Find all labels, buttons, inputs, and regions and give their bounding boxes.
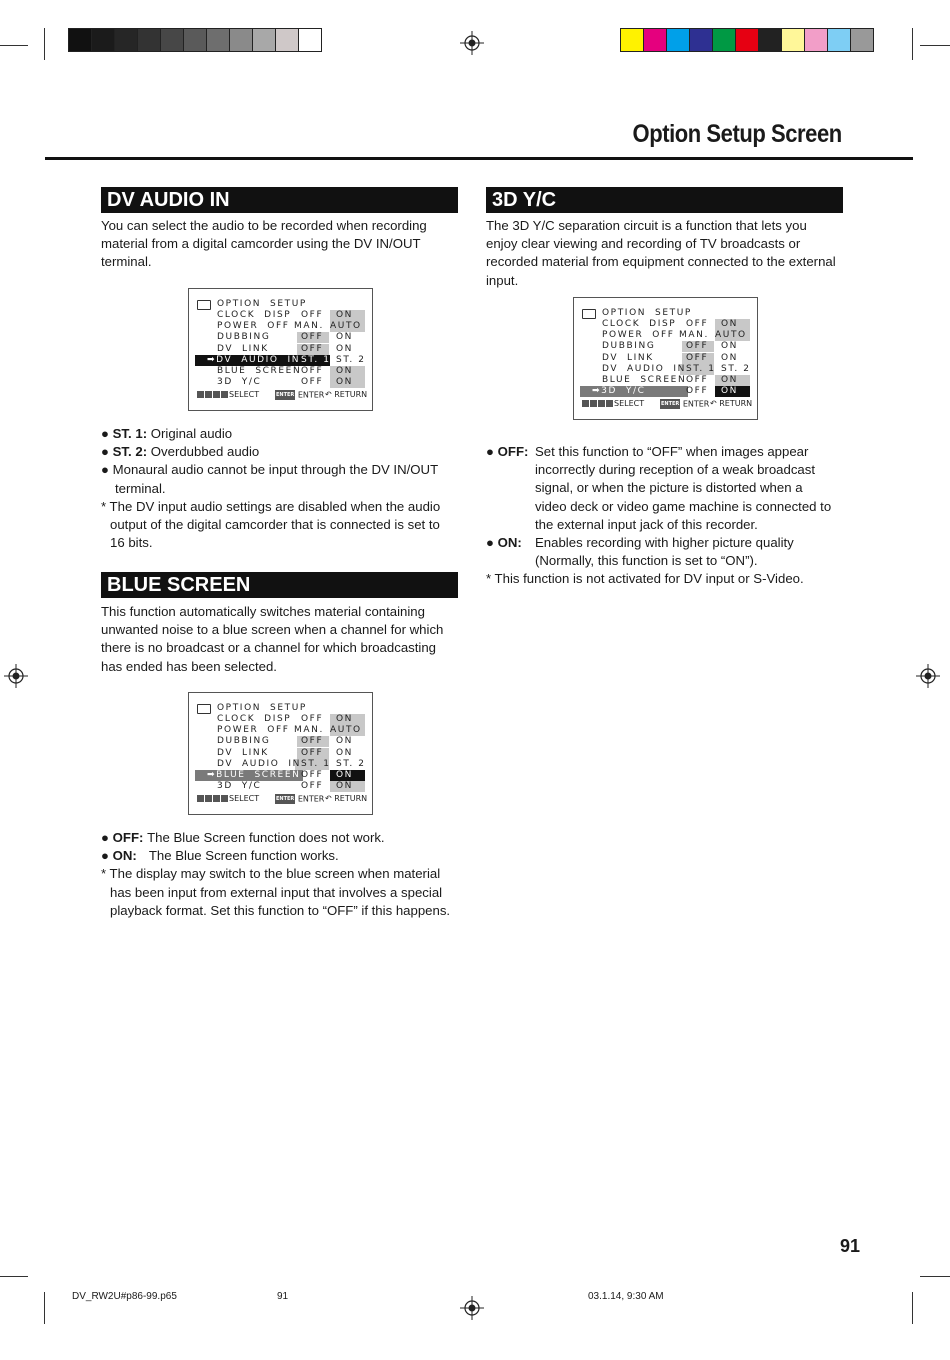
enter-label: ENTER: [297, 794, 325, 804]
osd-item-value-a: OFF: [301, 736, 324, 747]
osd-item-value-b: ON: [336, 310, 354, 320]
enter-button-icon: ENTER: [661, 401, 680, 407]
text-line: (Normally, this function is set to “ON”).: [535, 553, 758, 569]
text-line: Set this function to “OFF” when images appear: [535, 444, 809, 459]
text-line: Enables recording with higher picture quality: [535, 535, 794, 550]
crop-mark: [912, 1292, 913, 1324]
registration-mark-icon: [460, 31, 484, 55]
osd-return: [710, 399, 752, 409]
bullet-term: ON:: [112, 848, 137, 864]
osd-footer: [582, 399, 644, 409]
osd-item-label: DV LINK: [217, 343, 269, 354]
osd-item-value-b: AUTO: [330, 321, 362, 332]
color-calibration-bar: [620, 28, 874, 52]
right-icon: [606, 400, 613, 407]
bullet-text: The Blue Screen function does not work.: [147, 830, 385, 845]
arrow-right-icon: ➡: [592, 386, 602, 397]
footer-date: 03.1.14, 9:30 AM: [588, 1291, 664, 1302]
crop-mark: [0, 1276, 28, 1277]
up-icon: [205, 391, 212, 398]
swatch: [69, 29, 92, 51]
bullet-term: OFF:: [497, 444, 529, 459]
header-rule: [45, 157, 913, 160]
3d-yc-intro: [486, 217, 848, 290]
osd-item-label: BLUE SCREEN: [602, 375, 687, 385]
enter-button-icon: ENTER: [276, 796, 295, 802]
osd-menu-blue-screen: [188, 692, 373, 815]
swatch: [184, 29, 207, 51]
right-icon: [221, 795, 228, 802]
dv-audio-in-bullets: [101, 425, 466, 552]
text-line: You can select the audio to be recorded when recording: [101, 218, 427, 233]
osd-item-value-b: ON: [721, 386, 739, 397]
swatch: [230, 29, 253, 51]
swatch: [253, 29, 276, 51]
section-title-blue-screen: BLUE SCREEN: [101, 572, 458, 598]
text-line: recorded material from equipment connected to the external: [486, 254, 836, 270]
osd-item-value-b: ON: [336, 332, 354, 343]
osd-enter: [660, 399, 709, 409]
osd-item-label: DUBBING: [217, 736, 271, 747]
note-line: * The DV input audio settings are disabled when the audio: [101, 498, 441, 514]
return-icon: ↶: [710, 399, 717, 408]
note-line: * This function is not activated for DV input or S-Video.: [486, 571, 804, 587]
osd-item-value-a: ST. 1: [301, 354, 331, 365]
osd-item-label: POWER OFF: [217, 321, 290, 332]
osd-item-value-b: AUTO: [330, 725, 362, 736]
blue-screen-intro: [101, 603, 461, 676]
osd-item-value-b: ST. 2: [336, 758, 366, 769]
osd-item-value-a: OFF: [301, 781, 324, 792]
osd-item-label: POWER OFF: [217, 725, 290, 736]
crop-mark: [44, 28, 45, 60]
bullet-term: ST. 1:: [112, 426, 148, 441]
list-item: ● Monaural audio cannot be input through the DV IN/OUT: [101, 462, 439, 478]
swatch: [621, 29, 644, 51]
osd-item-value-b: ON: [721, 341, 739, 352]
text-line: The 3D Y/C separation circuit is a function that lets you: [486, 218, 807, 233]
osd-item-value-b: ON: [336, 781, 354, 792]
bullet-text: Original audio: [147, 426, 233, 441]
osd-item-value-a: MAN.: [679, 330, 709, 341]
select-label: SELECT: [614, 399, 645, 408]
menu-icon: [197, 300, 211, 310]
select-label: SELECT: [229, 390, 260, 399]
registration-mark-icon: [916, 664, 940, 688]
swatch: [161, 29, 184, 51]
osd-item-value-a: OFF: [301, 377, 324, 388]
note-line: has been input from external input that involves a special: [110, 884, 443, 900]
osd-item-label: CLOCK DISP: [217, 714, 292, 724]
text-line: input.: [486, 272, 519, 288]
page-title: Option Setup Screen: [632, 120, 842, 148]
text-line: signal, or when the picture is distorted when a: [535, 480, 803, 496]
return-icon: ↶: [325, 794, 332, 803]
enter-label: ENTER: [682, 399, 710, 409]
left-icon: [598, 400, 605, 407]
text-line: has ended has been selected.: [101, 658, 277, 674]
osd-item-label: DV AUDIO IN: [602, 363, 686, 374]
crop-mark: [44, 1292, 45, 1324]
osd-item-label: POWER OFF: [602, 330, 675, 341]
osd-item-value-a: OFF: [301, 310, 324, 320]
swatch: [851, 29, 873, 51]
osd-item-value-a: OFF: [301, 343, 324, 354]
osd-menu-3d-yc: [573, 297, 758, 420]
osd-return: [325, 794, 367, 804]
osd-footer: [197, 390, 259, 400]
left-icon: [213, 795, 220, 802]
osd-item-value-b: ON: [336, 366, 354, 376]
osd-item-value-b: ON: [721, 319, 739, 329]
footer-file: DV_RW2U#p86-99.p65: [72, 1291, 177, 1302]
osd-item-value-a: OFF: [686, 375, 709, 385]
text-line: incorrectly during reception of a weak broadcast: [535, 462, 816, 478]
osd-item-value-b: ST. 2: [721, 363, 751, 374]
osd-item-label: BLUE SCREEN: [217, 366, 302, 376]
osd-item-value-a: OFF: [301, 366, 324, 376]
crop-mark: [912, 28, 913, 60]
select-label: SELECT: [229, 794, 260, 803]
swatch: [299, 29, 321, 51]
text-line: video deck or video game machine is connected to: [535, 498, 832, 514]
osd-item-label: DUBBING: [602, 341, 656, 352]
3d-yc-bullets: [486, 443, 851, 589]
text-line: the external input jack of this recorder.: [535, 516, 758, 532]
osd-title: OPTION SETUP: [217, 703, 307, 713]
osd-item-value-b: ON: [336, 714, 354, 724]
osd-title: OPTION SETUP: [217, 299, 307, 309]
text-line: This function automatically switches material containing: [101, 604, 425, 619]
osd-item-value-b: ON: [336, 736, 354, 747]
osd-item-value-b: ON: [336, 770, 354, 780]
osd-item-value-a: ST. 1: [686, 363, 716, 374]
osd-footer: [197, 794, 259, 804]
osd-enter: [275, 794, 324, 804]
list-item: ● OFF: Set this function to “OFF” when images appear incorrectly during reception of a weak broadcast signal, or when the picture is distorted when a video deck or video game machine is connected to the external input jack of this recorder.: [486, 443, 851, 534]
swatch: [644, 29, 667, 51]
osd-item-value-a: OFF: [686, 352, 709, 363]
page-number: 91: [839, 1236, 860, 1256]
blue-screen-bullets: [101, 829, 466, 920]
swatch: [805, 29, 828, 51]
swatch: [828, 29, 851, 51]
osd-item-value-a: OFF: [686, 386, 709, 397]
swatch: [690, 29, 713, 51]
osd-menu-dv-audio-in: [188, 288, 373, 411]
osd-item-value-a: OFF: [301, 770, 324, 780]
note-line: playback format. Set this function to “OFF” if this happens.: [110, 902, 451, 918]
bullet-text: Monaural audio cannot be input through the DV IN/OUT: [112, 462, 439, 478]
registration-mark-icon: [460, 1296, 484, 1320]
osd-item-label: DV LINK: [217, 747, 269, 758]
note-line: output of the digital camcorder that is connected is set to: [110, 517, 440, 533]
return-icon: ↶: [325, 390, 332, 399]
osd-item-value-a: OFF: [301, 332, 324, 343]
down-icon: [197, 795, 204, 802]
crop-mark: [0, 45, 28, 46]
dv-audio-in-intro: [101, 217, 461, 272]
enter-label: ENTER: [297, 390, 325, 400]
osd-item-label: ➡BLUE SCREEN: [207, 770, 301, 780]
bullet-text-cont: terminal.: [115, 480, 166, 496]
return-label: RETURN: [719, 399, 753, 408]
osd-item-value-b: ON: [336, 343, 354, 354]
bullet-text: The Blue Screen function works.: [148, 848, 339, 864]
text-line: unwanted noise to a blue screen when a channel for which: [101, 622, 444, 638]
osd-item-label: ➡3D Y/C: [592, 386, 646, 397]
down-icon: [197, 391, 204, 398]
osd-item-label: 3D Y/C: [217, 377, 262, 388]
osd-item-value-a: OFF: [301, 714, 324, 724]
arrow-right-icon: ➡: [207, 770, 217, 780]
swatch: [138, 29, 161, 51]
up-icon: [205, 795, 212, 802]
osd-item-value-a: MAN.: [294, 321, 324, 332]
enter-button-icon: ENTER: [276, 392, 295, 398]
left-icon: [213, 391, 220, 398]
bullet-term: ON:: [497, 535, 522, 550]
note-line: 16 bits.: [110, 535, 153, 551]
section-title-dv-audio-in: DV AUDIO IN: [101, 187, 458, 213]
menu-icon: [582, 309, 596, 319]
list-item: ● ST. 1: Original audio: [101, 426, 233, 441]
swatch: [115, 29, 138, 51]
osd-item-value-b: ST. 2: [336, 354, 366, 365]
arrow-right-icon: ➡: [207, 354, 217, 365]
menu-icon: [197, 704, 211, 714]
swatch: [276, 29, 299, 51]
osd-title: OPTION SETUP: [602, 308, 692, 318]
swatch: [759, 29, 782, 51]
down-icon: [582, 400, 589, 407]
osd-item-label: CLOCK DISP: [217, 310, 292, 320]
osd-item-value-b: ON: [336, 747, 354, 758]
registration-mark-icon: [4, 664, 28, 688]
text-line: material from a digital camcorder using the DV IN/OUT: [101, 236, 421, 252]
osd-item-value-a: ST. 1: [301, 758, 331, 769]
text-line: enjoy clear viewing and recording of TV broadcasts or: [486, 236, 801, 252]
osd-item-value-a: OFF: [301, 747, 324, 758]
right-icon: [221, 391, 228, 398]
list-item: ● ON: Enables recording with higher picture quality (Normally, this function is set to “ON”).: [486, 534, 851, 570]
osd-item-value-b: ON: [721, 375, 739, 385]
swatch: [736, 29, 759, 51]
bullet-term: ST. 2:: [112, 444, 148, 460]
swatch: [782, 29, 805, 51]
return-label: RETURN: [334, 794, 368, 803]
osd-enter: [275, 390, 324, 400]
text-line: there is no broadcast or a channel for which broadcasting: [101, 640, 437, 656]
footer-page: 91: [277, 1291, 289, 1302]
up-icon: [590, 400, 597, 407]
osd-item-value-b: AUTO: [715, 330, 747, 341]
osd-item-label: DV AUDIO IN: [217, 758, 301, 769]
osd-item-value-a: OFF: [686, 341, 709, 352]
list-item: ● OFF: The Blue Screen function does not work.: [101, 830, 385, 845]
swatch: [667, 29, 690, 51]
gray-calibration-bar: [68, 28, 322, 52]
list-item: ● ST. 2: Overdubbed audio: [101, 444, 260, 460]
bullet-term: OFF:: [112, 830, 144, 845]
swatch: [207, 29, 230, 51]
text-line: terminal.: [101, 254, 152, 270]
bullet-text: Overdubbed audio: [147, 444, 260, 460]
osd-item-label: ➡DV AUDIO IN: [207, 354, 301, 365]
osd-item-value-a: MAN.: [294, 725, 324, 736]
swatch: [713, 29, 736, 51]
osd-return: [325, 390, 367, 400]
osd-item-label: 3D Y/C: [217, 781, 262, 792]
osd-item-value-b: ON: [721, 352, 739, 363]
osd-item-value-a: OFF: [686, 319, 709, 329]
osd-item-label: DV LINK: [602, 352, 654, 363]
osd-item-value-b: ON: [336, 377, 354, 388]
list-item: ● ON: The Blue Screen function works.: [101, 848, 339, 864]
crop-mark: [920, 45, 950, 46]
return-label: RETURN: [334, 390, 368, 399]
osd-item-label: CLOCK DISP: [602, 319, 677, 329]
crop-mark: [920, 1276, 950, 1277]
section-title-3d-yc: 3D Y/C: [486, 187, 843, 213]
note-line: * The display may switch to the blue screen when material: [101, 866, 441, 882]
osd-item-label: DUBBING: [217, 332, 271, 343]
swatch: [92, 29, 115, 51]
